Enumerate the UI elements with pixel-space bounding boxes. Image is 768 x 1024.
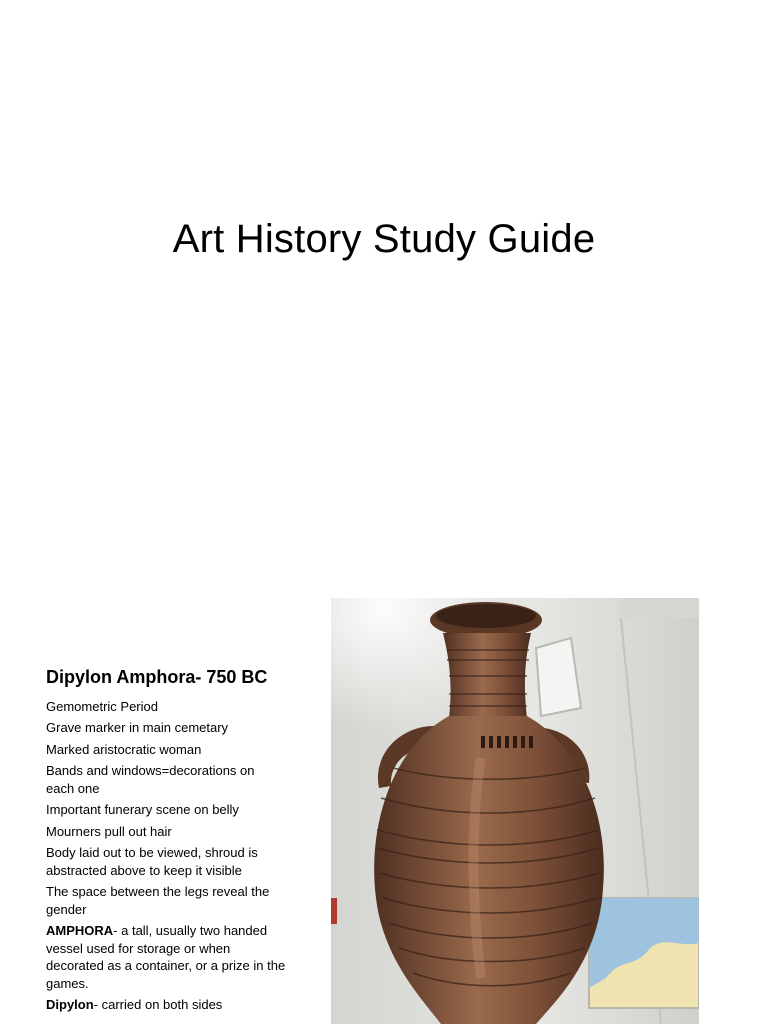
list-item: Grave marker in main cemetary [46,720,229,736]
definition-amphora [46,922,286,992]
list-item: Gemometric Period [46,698,158,714]
list-item: Mourners pull out hair [46,823,172,839]
list-item: Bands and windows=decorations on each one [46,763,255,796]
list-item: Body laid out to be viewed, shroud is abstracted above to keep it visible [46,845,258,878]
definition-dipylon [46,996,286,1014]
slide-title: Art History Study Guide [172,217,596,261]
term-name: Dipylon [46,997,94,1013]
notes-list [46,698,286,1014]
list-item: Marked aristocratic woman [46,741,202,757]
term-definition: - carried on both sides [93,997,223,1013]
amphora-photo [331,598,699,1024]
wall-sign [331,898,337,924]
term-definition: - a tall, usually two handed vessel used for storage or when decorated as a container, or a prize in the games. [46,923,286,991]
term-name: AMPHORA [46,923,114,939]
ceiling-corner [621,598,699,618]
study-notes-panel [46,667,286,1018]
section-heading: Dipylon Amphora- 750 BC [46,667,268,687]
list-item: The space between the legs reveal the gender [46,884,270,917]
list-item: Important funerary scene on belly [46,802,239,818]
